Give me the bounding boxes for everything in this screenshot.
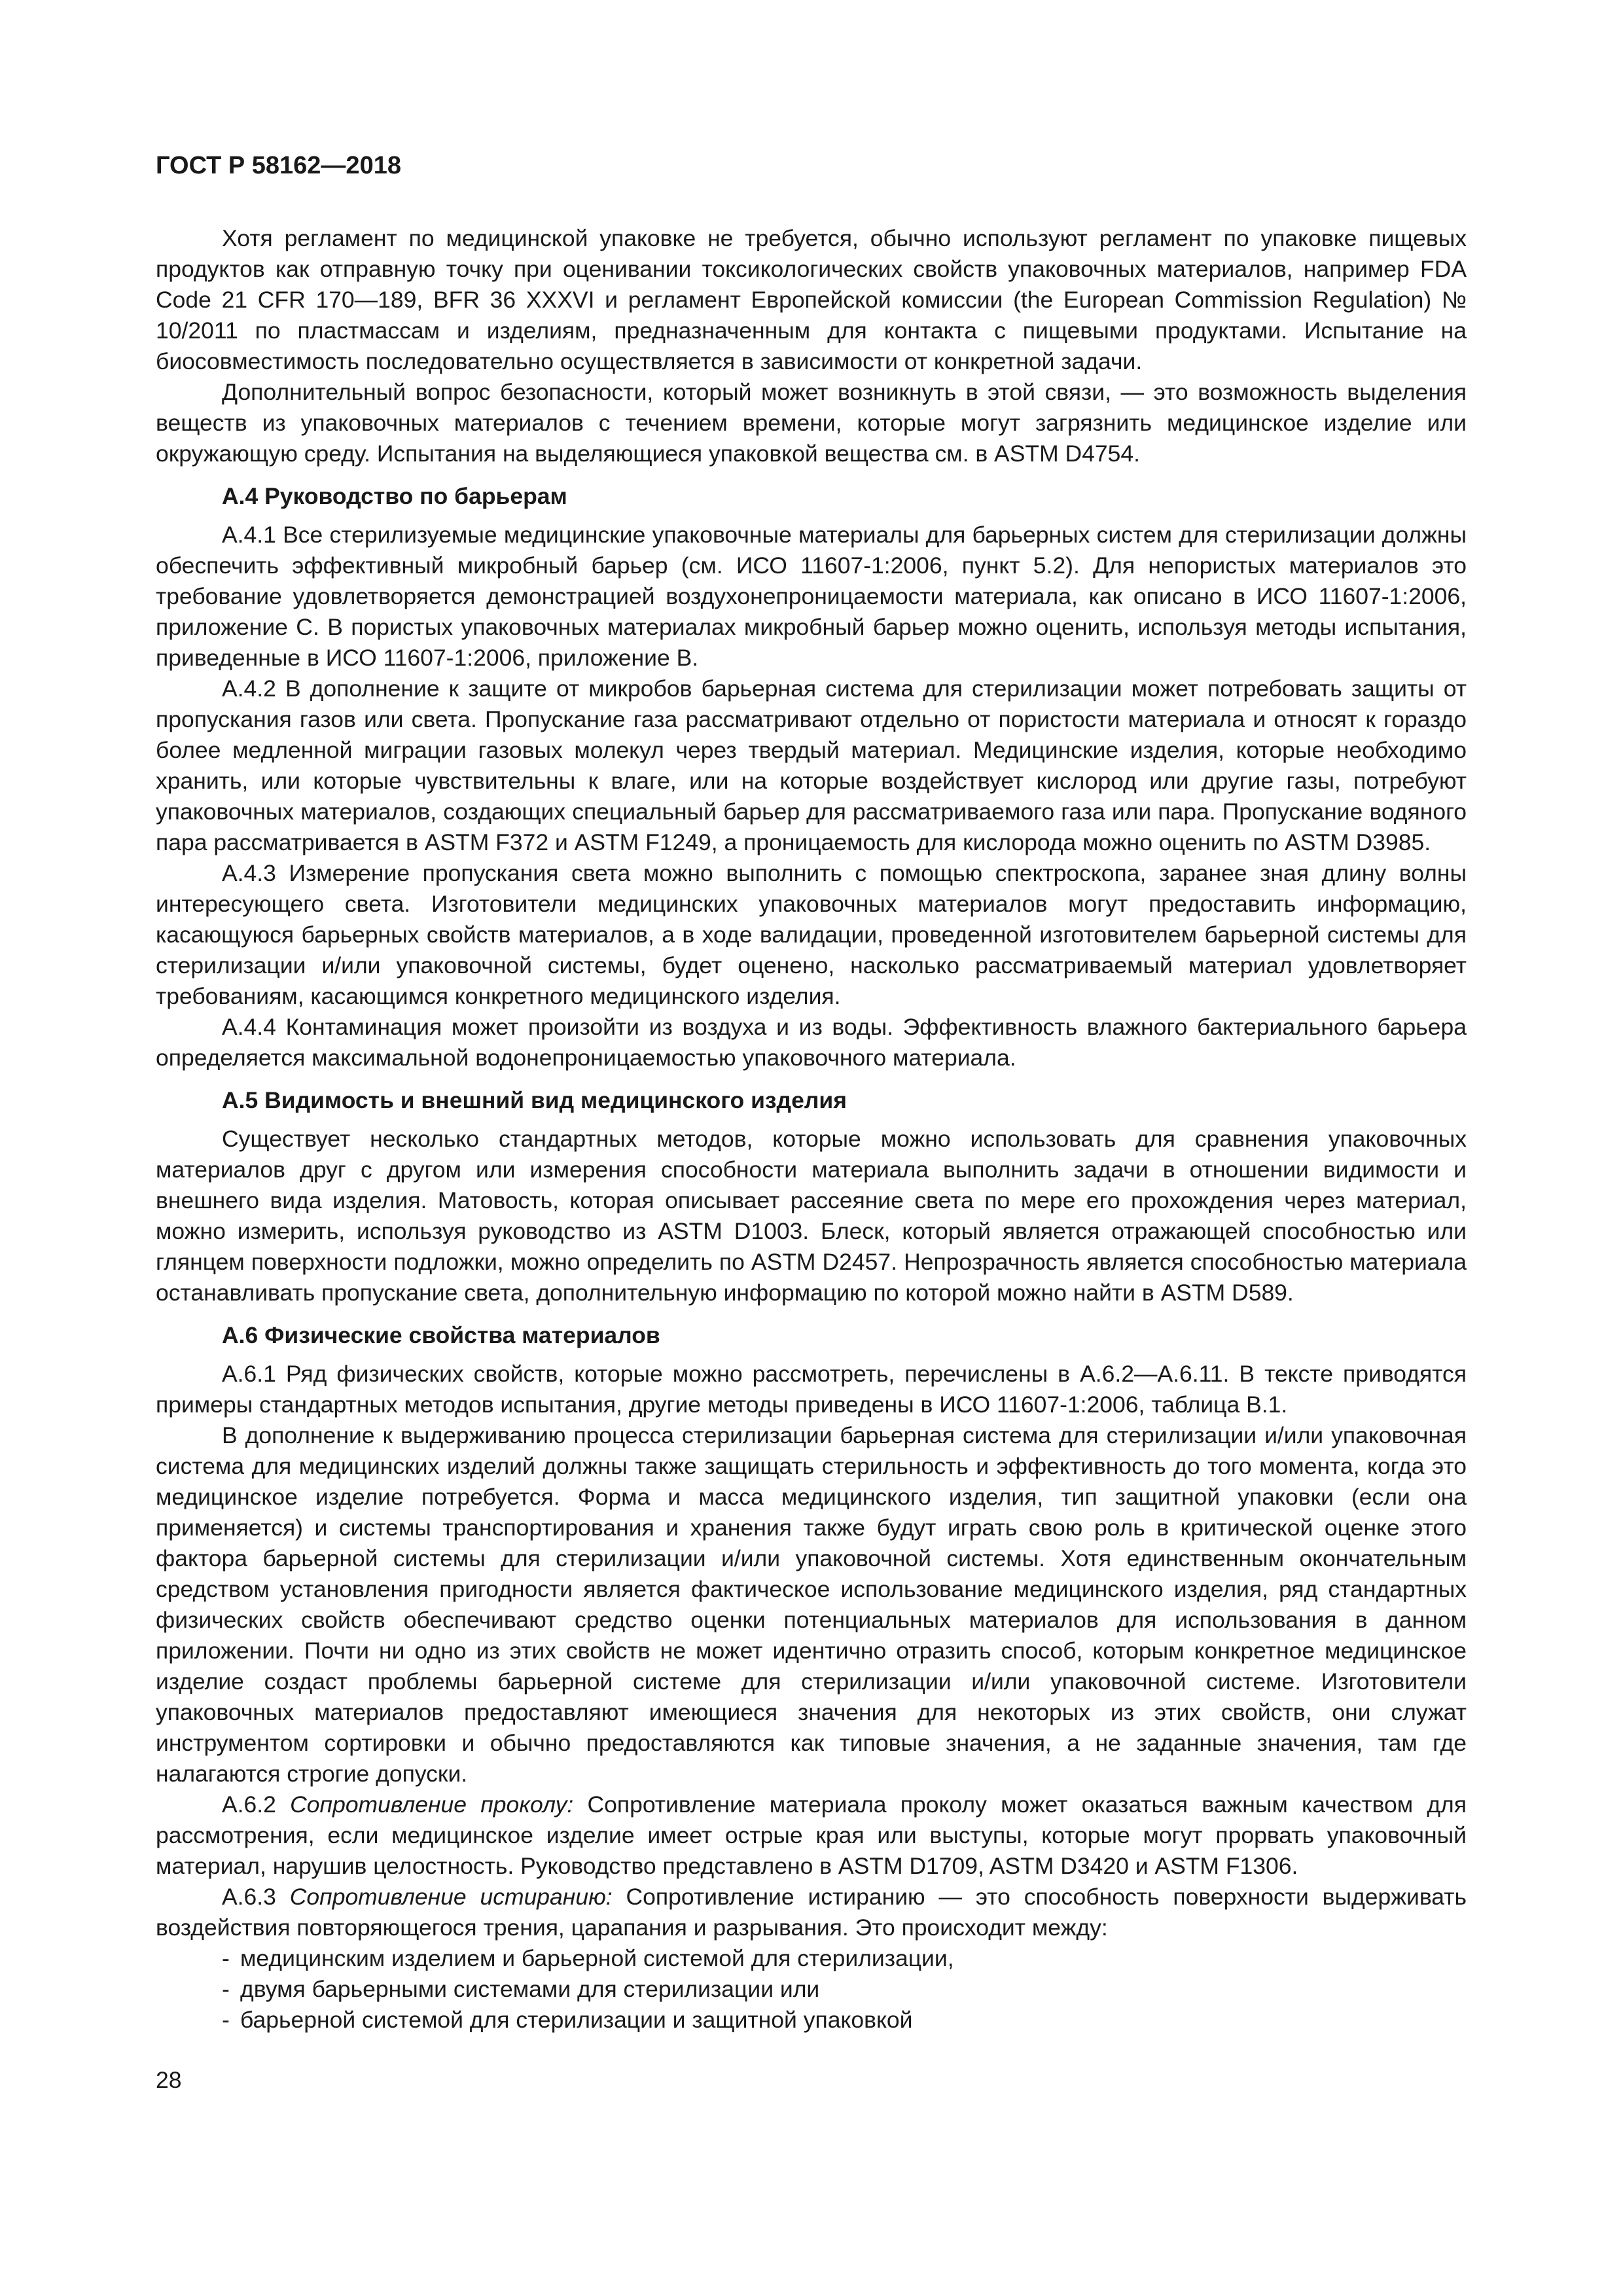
clause-number: А.6.3 [222, 1884, 276, 1910]
page-number: 28 [156, 2067, 182, 2093]
dash-list [156, 1943, 1467, 2036]
section-heading-a4: А.4 Руководство по барьерам [222, 483, 567, 509]
list-item: - двумя барьерными системами для стерилизации или [222, 1974, 1467, 2005]
paragraph-a6-abrasion [156, 1882, 1467, 1943]
paragraph-a4-4: А.4.4 Контаминация может произойти из воздуха и из воды. Эффективность влажного бактериального барьера определяется максимальной водонепроницаемостью упаковочного материала. [156, 1014, 1467, 1071]
document-page [156, 151, 1467, 2036]
list-item: - барьерной системой для стерилизации и защитной упаковкой [222, 2005, 1467, 2036]
paragraph-a6-1: А.6.1 Ряд физических свойств, которые можно рассмотреть, перечислены в А.6.2—А.6.11. В тексте приводятся примеры стандартных методов испытания, другие методы приведены в ИСО 11607-1:2006, таблица В.1. [156, 1361, 1467, 1418]
document-header-title: ГОСТ Р 58162—2018 [156, 152, 401, 179]
paragraph-a4-2: А.4.2 В дополнение к защите от микробов барьерная система для стерилизации может потребовать защиты от пропускания газов или света. Пропускание газа рассматривают отдельно от пористости материала и относят к гораздо более медленной миграции газовых молекул через твердый материал. Медицинские изделия, которые необходимо хранить, или которые чувствительны к влаге, или на которые воздействует кислород или другие газы, потребуют упаковочных материалов, создающих специальный барьер для рассматриваемого газа или пара. Пропускание водяного пара рассматривается в ASTM F372 и ASTM F1249, а проницаемость для кислорода можно оценить по ASTM D3985. [156, 675, 1467, 855]
paragraph-intro-1: Хотя регламент по медицинской упаковке не требуется, обычно используют регламент по упаковке пищевых продуктов как отправную точку при оценивании токсикологических свойств упаковочных материалов, например FDA Code 21 CFR 170—189, BFR 36 XXXVI и регламент Европейской комиссии (the European Commission Regulation) № 10/2011 по пластмассам и изделиям, предназначенным для контакта с пищевыми продуктами. Испытание на биосовместимость последовательно осуществляется в зависимости от конкретной задачи. [156, 225, 1467, 374]
list-item: - медицинским изделием и барьерной системой для стерилизации, [222, 1943, 1467, 1974]
section-heading-a5: А.5 Видимость и внешний вид медицинского изделия [222, 1087, 847, 1113]
clause-text: Сопротивление истиранию — это способность поверхности выдерживать воздействия повторяющегося трения, царапания и разрывания. Это происходит между: [156, 1884, 1467, 1941]
paragraph-a6-2: В дополнение к выдерживанию процесса стерилизации барьерная система для стерилизации и/или упаковочная система для медицинских изделий должны также защищать стерильность и эффективность до того момента, когда это медицинское изделие потребуется. Форма и масса медицинского изделия, тип защитной упаковки (если она применяется) и системы транспортирования и хранения также будут играть свою роль в критической оценке этого фактора барьерной системы для стерилизации и/или упаковочной системы. Хотя единственным окончательным средством установления пригодности является фактическое использование медицинского изделия, ряд стандартных физических свойств обеспечивают средство оценки потенциальных материалов для использования в данном приложении. Почти ни одно из этих свойств не может идентично отразить способ, которым конкретное медицинское изделие создаст проблемы барьерной системе для стерилизации и/или упаковочной системе. Изготовители упаковочных материалов предоставляют имеющиеся значения для некоторых из этих свойств, они служат инструментом сортировки и обычно предоставляются как типовые значения, а не заданные значения, там где налагаются строгие допуски. [156, 1422, 1467, 1787]
paragraph-a4-3: А.4.3 Измерение пропускания света можно выполнить с помощью спектроскопа, заранее зная длину волны интересующего света. Изготовители медицинских упаковочных материалов могут предоставить информацию, касающуюся барьерных свойств материалов, а в ходе валидации, проведенной изготовителем барьерной системы для стерилизации и/или упаковочной системы, будет оценено, насколько рассматриваемый материал удовлетворяет требованиям, касающимся конкретного медицинского изделия. [156, 860, 1467, 1009]
term-puncture-resistance: Сопротивление проколу: [290, 1791, 574, 1818]
paragraph-a5-1: Существует несколько стандартных методов, которые можно использовать для сравнения упаковочных материалов друг с другом или измерения способности материала выполнить задачи в отношении видимости и внешнего вида изделия. Матовость, которая описывает рассеяние света по мере его прохождения через материал, можно измерить, используя руководство из ASTM D1003. Блеск, который является отражающей способностью или глянцем поверхности подложки, можно определить по ASTM D2457. Непрозрачность является способностью материала останавливать пропускание света, дополнительную информацию по которой можно найти в ASTM D589. [156, 1126, 1467, 1306]
paragraph-intro-2: Дополнительный вопрос безопасности, который может возникнуть в этой связи, — это возможность выделения веществ из упаковочных материалов с течением времени, которые могут загрязнить медицинское изделие или окружающую среду. Испытания на выделяющиеся упаковкой вещества см. в ASTM D4754. [156, 379, 1467, 467]
section-heading-a6: А.6 Физические свойства материалов [222, 1322, 660, 1348]
clause-text: Сопротивление материала проколу может оказаться важным качеством для рассмотрения, если медицинское изделие имеет острые края или выступы, которые могут прорвать упаковочный материал, нарушив целостность. Руководство представлено в ASTM D1709, ASTM D3420 и ASTM F1306. [156, 1791, 1467, 1879]
term-abrasion-resistance: Сопротивление истиранию: [289, 1884, 613, 1910]
paragraph-a6-puncture [156, 1789, 1467, 1882]
paragraph-a4-1: А.4.1 Все стерилизуемые медицинские упаковочные материалы для барьерных систем для стерилизации должны обеспечить эффективный микробный барьер (см. ИСО 11607-1:2006, пункт 5.2). Для непористых материалов это требование удовлетворяется демонстрацией воздухонепроницаемости материала, как описано в ИСО 11607-1:2006, приложение С. В пористых упаковочных материалах микробный барьер можно оценить, используя методы испытания, приведенные в ИСО 11607-1:2006, приложение В. [156, 522, 1467, 671]
clause-number: А.6.2 [222, 1791, 276, 1818]
